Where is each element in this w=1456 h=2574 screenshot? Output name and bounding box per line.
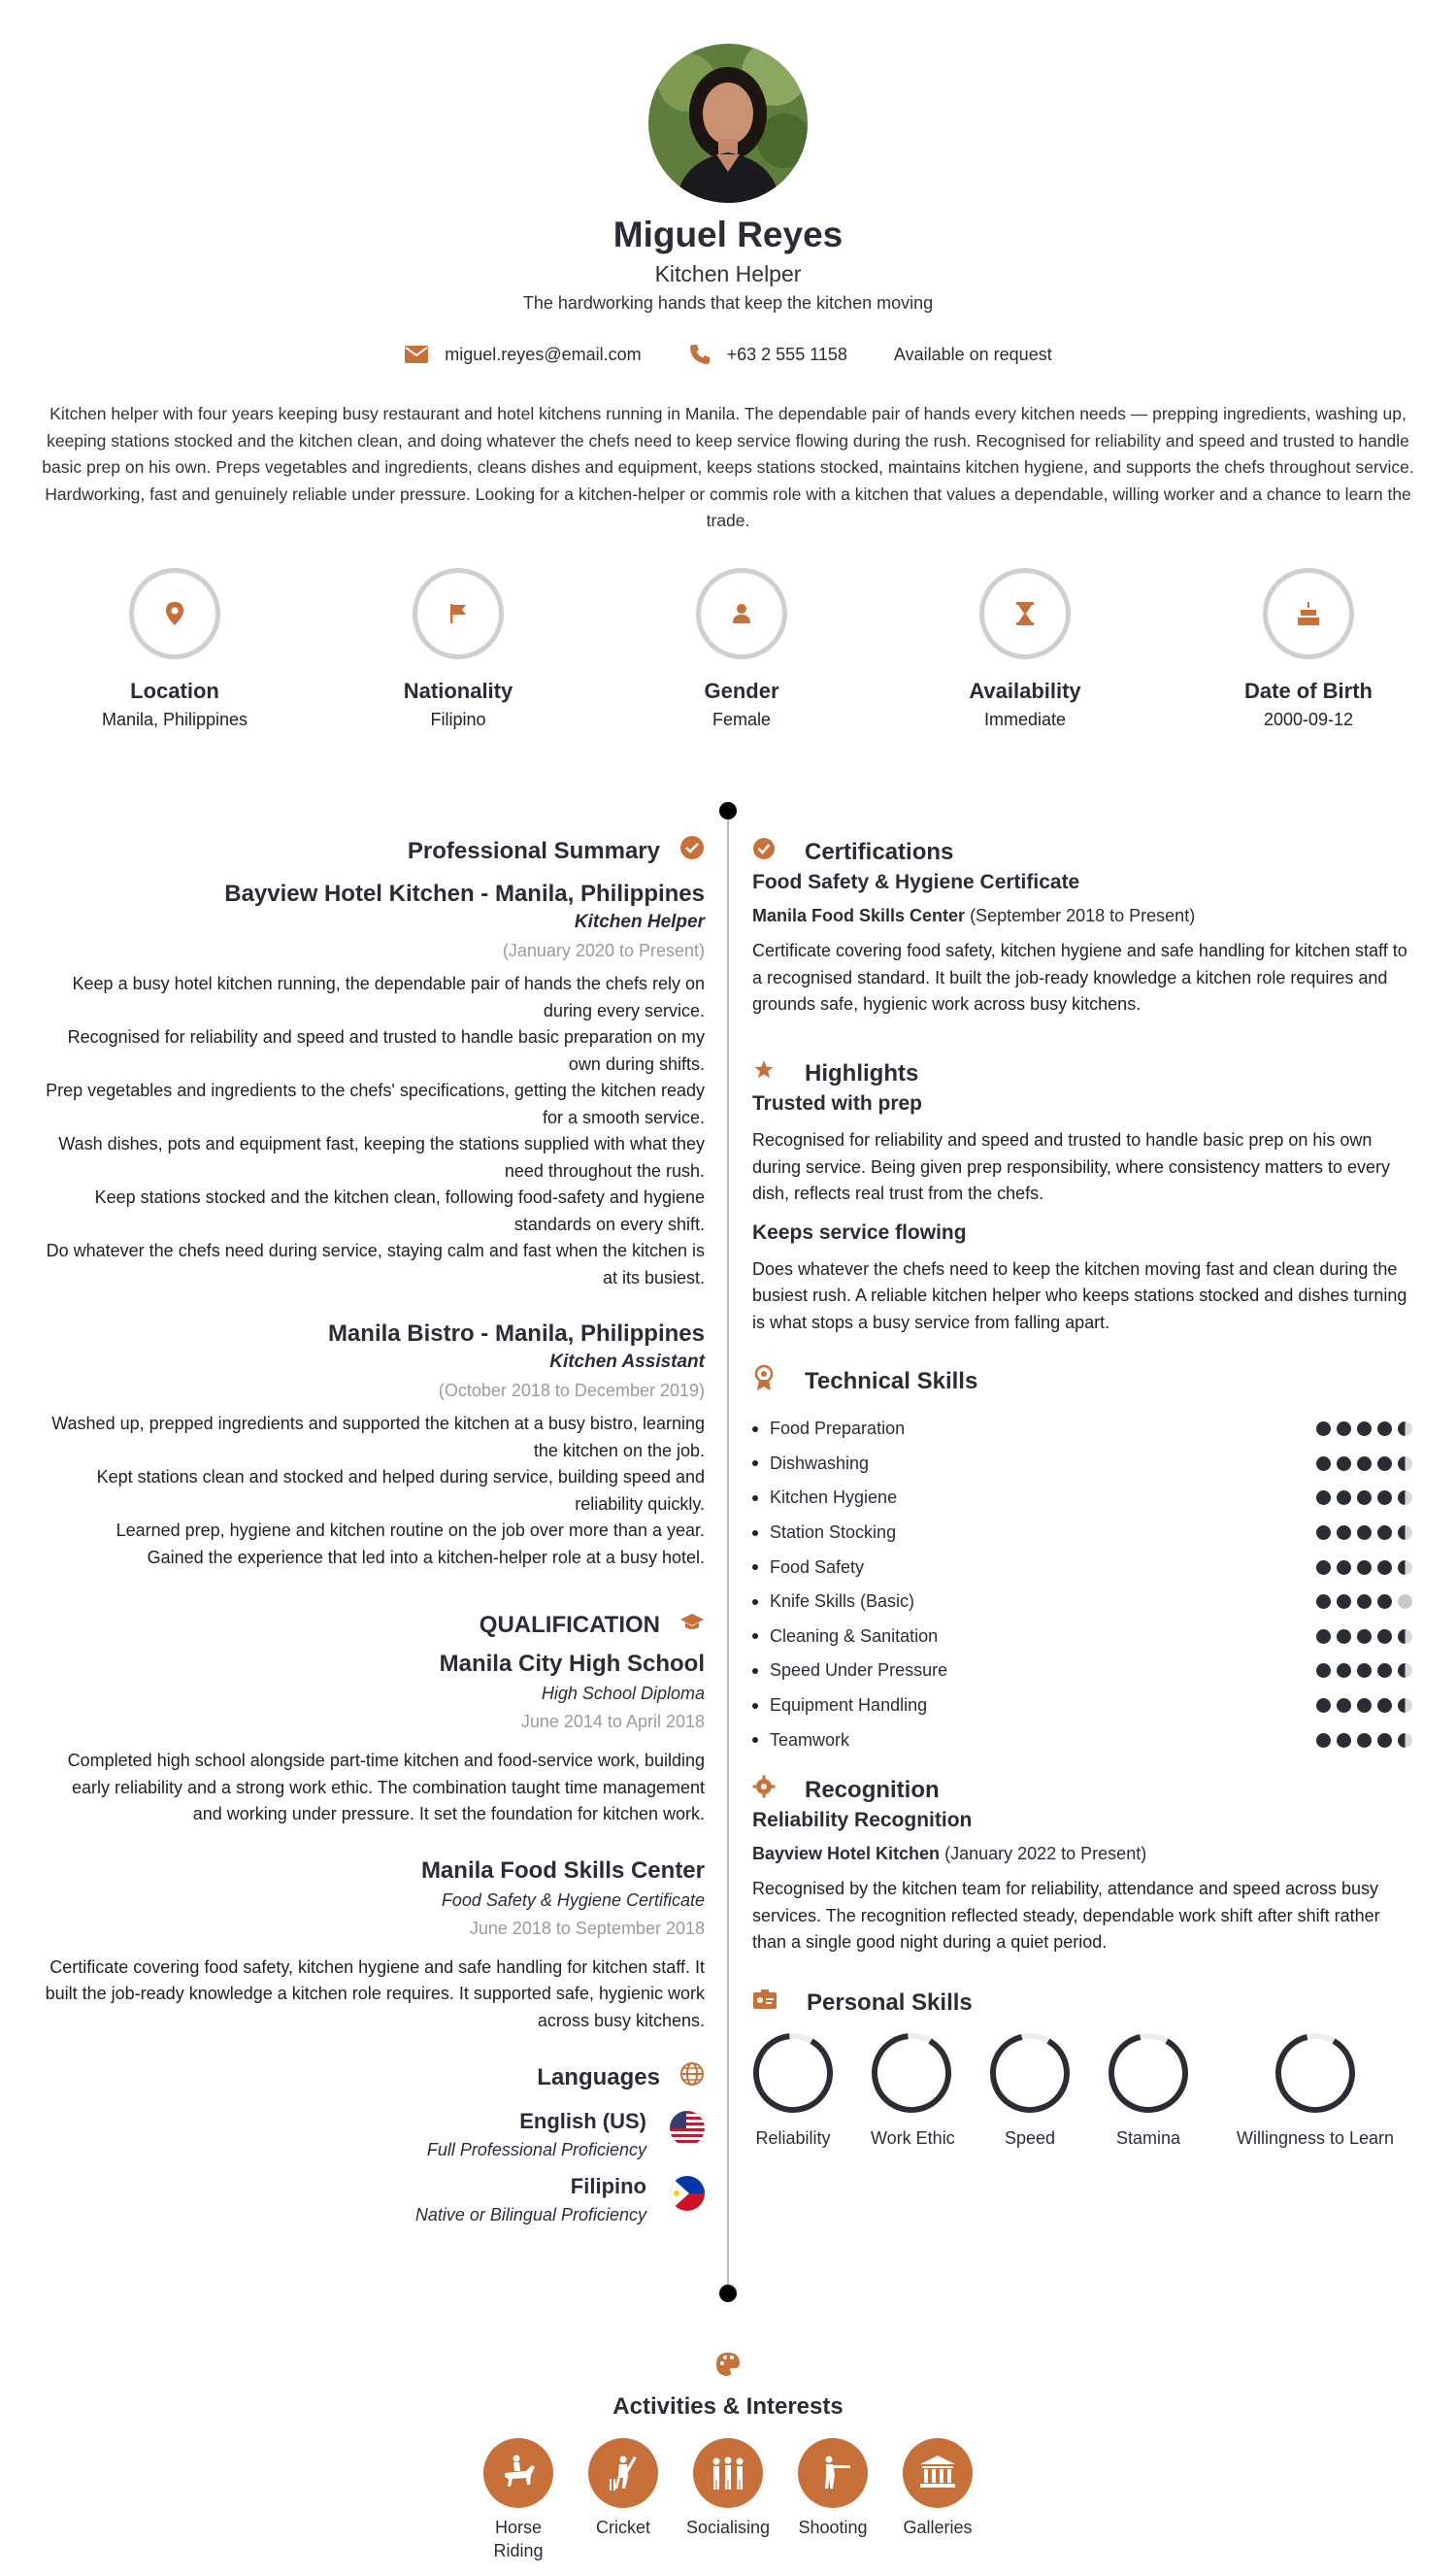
job-entry	[39, 881, 705, 1291]
activity-name: Socialising	[685, 2518, 771, 2537]
language-level: Native or Bilingual Proficiency	[414, 2205, 646, 2224]
hourglass-icon	[979, 568, 1071, 659]
skill-ring	[989, 2032, 1071, 2114]
recognition-dates: (January 2022 to Present)	[944, 1844, 1147, 1863]
rating-dot	[1398, 1525, 1412, 1540]
job-duty: Recognised for reliability and speed and trusted to handle basic preparation on my own during shifts.	[67, 1027, 705, 1074]
rating-dot	[1377, 1456, 1392, 1471]
skill-row	[752, 1654, 1412, 1688]
languages-section	[39, 2061, 705, 2225]
fact-label: Gender	[704, 679, 779, 703]
certifications-section	[752, 837, 1412, 1019]
rating-dot	[1377, 1560, 1392, 1575]
candidate-title: Kitchen Helper	[654, 261, 802, 286]
rating-dot	[1337, 1456, 1351, 1471]
certificate-dates: (September 2018 to Present)	[970, 906, 1196, 925]
language-name: Filipino	[570, 2174, 646, 2198]
highlight-desc: Recognised for reliability and speed and trusted to handle basic prep on his own during service. Being given prep responsibility, where consistency matters to every dish, reflects real trust from the chefs.	[752, 1130, 1390, 1203]
certificate-issuer: Manila Food Skills Center	[752, 906, 966, 925]
skill-rating	[1316, 1594, 1412, 1609]
personal-skills-list	[752, 2032, 1412, 2158]
language-entry	[39, 2174, 705, 2225]
technical-skills-section	[752, 1364, 1412, 1757]
language-name: English (US)	[519, 2109, 646, 2133]
experience-heading	[39, 835, 705, 867]
language-entry	[39, 2109, 705, 2160]
skill-row	[752, 1516, 1412, 1551]
email-text: miguel.reyes@email.com	[445, 344, 642, 364]
highlights-section	[752, 1058, 1412, 1336]
rating-dot	[1316, 1525, 1331, 1540]
skill-rating	[1316, 1525, 1412, 1540]
section-title: QUALIFICATION	[479, 1612, 660, 1638]
horse-riding-icon	[483, 2438, 553, 2508]
recognition-section	[752, 1775, 1412, 1956]
job-dates: (October 2018 to December 2019)	[438, 1381, 705, 1400]
recognition-org: Bayview Hotel Kitchen	[752, 1844, 941, 1863]
fact-location	[49, 568, 301, 730]
rating-dot	[1398, 1490, 1412, 1505]
activity-item	[889, 2438, 986, 2539]
fact-label: Date of Birth	[1244, 679, 1373, 703]
school-name: Manila City High School	[439, 1651, 705, 1677]
rating-dot	[1377, 1525, 1392, 1540]
job-employer: Bayview Hotel Kitchen - Manila, Philippines	[224, 881, 705, 907]
job-duty: Learned prep, hygiene and kitchen routine on the job over more than a year.	[116, 1521, 705, 1540]
languages-heading	[39, 2061, 705, 2093]
qualification-desc: Certificate covering food safety, kitchen hygiene and safe handling for kitchen staff. It built the job-ready knowledge a kitchen role requires. It supported safe, hygienic work across busy kitchens.	[45, 1956, 705, 2030]
skill-rating	[1316, 1421, 1412, 1436]
candidate-tagline: The hardworking hands that keep the kitchen moving	[522, 293, 934, 313]
about-summary: Kitchen helper with four years keeping busy restaurant and hotel kitchens running in Manila. The dependable pair of hands every kitchen needs — prepping ingredients, washing up, keeping stations stocked and the kitchen clean, and doing whatever the chefs need to keep service flowing during the rush. Recognised for reliability and speed and trusted to handle basic prep on his own. Preps vegetables and ingredients, cleans dishes and equipment, keeps stations stocked, maintains kitchen hygiene, and supports the chefs throughout service. Hardworking, fast and genuinely reliable under pressure. Looking for a kitchen-helper or commis role with a kitchen that values a dependable, willing worker and a chance to learn the trade.	[42, 404, 1414, 530]
activity-item	[575, 2438, 672, 2539]
rating-dot	[1357, 1525, 1372, 1540]
us-flag-icon	[670, 2111, 705, 2146]
personal-skill	[989, 2032, 1071, 2149]
personal-skill	[1108, 2032, 1189, 2149]
ph-flag-icon	[670, 2176, 705, 2211]
activities-list	[0, 2438, 1456, 2574]
skill-row	[752, 1688, 1412, 1723]
contact-email[interactable]	[404, 345, 641, 365]
job-duty: Kept stations clean and stocked and helped during service, building speed and reliability quickly.	[96, 1467, 705, 1514]
qualification-desc: Completed high school alongside part-time kitchen and food-service work, building early reliability and a strong work ethic. The combination taught time management and working under pressure. It set the foundation for kitchen work.	[67, 1751, 705, 1823]
job-duties	[39, 971, 705, 1291]
section-title: Certifications	[805, 838, 954, 865]
personal-skills-section	[752, 1989, 1412, 2158]
skill-row	[752, 1550, 1412, 1585]
timeline-end-dot	[719, 2285, 737, 2302]
rating-dot	[1337, 1733, 1351, 1748]
shooting-icon	[798, 2438, 868, 2508]
activity-item	[679, 2438, 777, 2539]
skill-name: Station Stocking	[752, 1522, 896, 1543]
job-duty: Prep vegetables and ingredients to the chefs' specifications, getting the kitchen ready for a smooth service.	[46, 1081, 705, 1127]
job-duty: Gained the experience that led into a kitchen-helper role at a busy hotel.	[147, 1547, 705, 1567]
rating-dot	[1357, 1560, 1372, 1575]
rating-dot	[1377, 1733, 1392, 1748]
rating-dot	[1337, 1525, 1351, 1540]
rating-dot	[1337, 1698, 1351, 1713]
skill-rating	[1316, 1560, 1412, 1575]
qualification-section	[39, 1612, 705, 2034]
timeline-line	[727, 811, 729, 2293]
skill-name: Cleaning & Sanitation	[752, 1626, 938, 1647]
highlight-title: Keeps service flowing	[752, 1220, 967, 1244]
personal-skill-name: Work Ethic	[871, 2128, 955, 2148]
fact-label: Location	[130, 679, 219, 703]
personal-skill	[871, 2032, 955, 2149]
rating-dot	[1398, 1629, 1412, 1644]
person-icon	[696, 568, 787, 659]
certifications-heading	[752, 837, 1412, 867]
rating-dot	[1316, 1663, 1331, 1678]
skill-row	[752, 1447, 1412, 1482]
highlight-desc: Does whatever the chefs need to keep the kitchen moving fast and clean during the busiest rush. A reliable kitchen helper who keeps stations stocked and dishes turning is what stops a busy service from falling apart.	[752, 1258, 1407, 1332]
skill-name: Dishwashing	[752, 1454, 869, 1474]
rating-dot	[1398, 1421, 1412, 1436]
personal-skills-heading	[752, 1989, 1412, 2017]
fact-value: Filipino	[430, 710, 486, 729]
verified-badge-icon	[679, 835, 705, 867]
job-duties	[39, 1411, 705, 1571]
rating-dot	[1357, 1629, 1372, 1644]
activities-section	[0, 2352, 1456, 2574]
rating-dot	[1357, 1594, 1372, 1609]
highlights-heading	[752, 1058, 1412, 1088]
skill-row	[752, 1620, 1412, 1655]
rating-dot	[1377, 1421, 1392, 1436]
rating-dot	[1357, 1421, 1372, 1436]
qualification-dates: June 2018 to September 2018	[469, 1918, 705, 1938]
activity-item	[470, 2438, 567, 2562]
rating-dot	[1377, 1594, 1392, 1609]
personal-skill-name: Stamina	[1115, 2128, 1181, 2148]
flag-icon	[413, 568, 504, 659]
skill-row	[752, 1722, 1412, 1757]
activity-name: Horse Riding	[493, 2518, 544, 2560]
id-card-icon	[752, 1989, 778, 2017]
email-icon	[404, 345, 429, 364]
ring-fill	[989, 2032, 1071, 2114]
people-icon	[693, 2438, 763, 2508]
section-title: Technical Skills	[805, 1367, 978, 1394]
degree-name: Food Safety & Hygiene Certificate	[441, 1889, 705, 1910]
museum-icon	[903, 2438, 973, 2508]
rating-dot	[1316, 1456, 1331, 1471]
rating-dot	[1316, 1698, 1331, 1713]
skill-rating	[1316, 1490, 1412, 1505]
recognition-meta	[752, 1844, 1412, 1864]
fact-date-of-birth	[1182, 568, 1435, 730]
skill-name: Equipment Handling	[752, 1695, 927, 1716]
rating-dot	[1357, 1698, 1372, 1713]
resume-header	[0, 0, 1456, 535]
job-duty: Wash dishes, pots and equipment fast, keeping the stations supplied with what they need throughout the rush.	[58, 1134, 705, 1181]
personal-skill	[1233, 2032, 1398, 2149]
ring-fill	[1274, 2032, 1356, 2114]
rating-dot	[1357, 1456, 1372, 1471]
rating-dot	[1377, 1698, 1392, 1713]
personal-skill-name: Speed	[1004, 2128, 1056, 2148]
cake-icon	[1263, 568, 1354, 659]
rating-dot	[1316, 1421, 1331, 1436]
technical-skills-list	[752, 1412, 1412, 1757]
rating-dot	[1316, 1629, 1331, 1644]
section-title: Recognition	[805, 1776, 940, 1803]
rating-dot	[1316, 1733, 1331, 1748]
ring-fill	[1108, 2032, 1189, 2114]
ring-fill	[871, 2032, 952, 2114]
contact-bar	[0, 343, 1456, 366]
graduation-cap-icon	[679, 1612, 705, 1639]
rating-dot	[1398, 1594, 1412, 1609]
rating-dot	[1377, 1490, 1392, 1505]
skill-name: Food Safety	[752, 1557, 864, 1578]
rating-dot	[1337, 1663, 1351, 1678]
rating-dot	[1337, 1629, 1351, 1644]
profile-photo	[648, 44, 808, 203]
rating-dot	[1357, 1490, 1372, 1505]
recognition-title: Reliability Recognition	[752, 1809, 973, 1831]
rating-dot	[1398, 1698, 1412, 1713]
skill-rating	[1316, 1663, 1412, 1678]
fact-value: 2000-09-12	[1263, 710, 1354, 729]
activity-name: Shooting	[798, 2518, 868, 2537]
job-duty: Do whatever the chefs need during service, staying calm and fast when the kitchen is at its busiest.	[46, 1241, 705, 1287]
rating-dot	[1337, 1560, 1351, 1575]
certificate-badge-icon	[752, 837, 776, 867]
qualification-entry	[39, 1651, 705, 1828]
skill-rating	[1316, 1456, 1412, 1471]
skill-rating	[1316, 1698, 1412, 1713]
fact-value: Female	[711, 710, 772, 729]
fact-value: Manila, Philippines	[101, 710, 248, 729]
skill-row	[752, 1481, 1412, 1516]
job-entry	[39, 1320, 705, 1571]
phone-text: +63 2 555 1158	[726, 344, 847, 364]
job-role: Kitchen Assistant	[549, 1352, 705, 1372]
rating-dot	[1398, 1663, 1412, 1678]
rating-dot	[1337, 1421, 1351, 1436]
section-title: Professional Summary	[407, 837, 660, 864]
globe-icon	[679, 2061, 705, 2093]
job-duty: Washed up, prepped ingredients and supported the kitchen at a busy bistro, learning the kitchen on the job.	[51, 1414, 705, 1460]
qualification-dates: June 2014 to April 2018	[520, 1712, 705, 1731]
section-title: Languages	[537, 2063, 660, 2090]
skill-ring	[1274, 2032, 1356, 2114]
qualification-heading	[39, 1612, 705, 1639]
rating-dot	[1316, 1560, 1331, 1575]
section-title: Activities & Interests	[612, 2393, 844, 2420]
rating-dot	[1316, 1490, 1331, 1505]
fact-availability	[899, 568, 1151, 730]
personal-skill-name: Willingness to Learn	[1236, 2128, 1395, 2148]
fact-label: Nationality	[403, 679, 513, 703]
fact-value: Immediate	[983, 710, 1067, 729]
activity-name: Cricket	[595, 2518, 650, 2537]
rating-dot	[1377, 1629, 1392, 1644]
experience-section	[39, 835, 705, 1571]
activity-name: Galleries	[903, 2518, 973, 2537]
section-title: Personal Skills	[807, 1989, 973, 2016]
recognition-desc: Recognised by the kitchen team for reliability, attendance and speed across busy services. The recognition reflected steady, dependable work shift after shift rather than a single good night during a quiet period.	[752, 1879, 1380, 1952]
rating-dot	[1398, 1560, 1412, 1575]
phone-icon	[688, 343, 711, 366]
gear-badge-icon	[752, 1775, 776, 1805]
job-role: Kitchen Helper	[574, 912, 705, 932]
rating-dot	[1398, 1733, 1412, 1748]
timeline-start-dot	[719, 802, 737, 819]
skill-rating	[1316, 1629, 1412, 1644]
qualification-entry	[39, 1857, 705, 2035]
skill-name: Food Preparation	[752, 1419, 905, 1439]
skill-name: Knife Skills (Basic)	[752, 1591, 914, 1612]
degree-name: High School Diploma	[541, 1684, 705, 1703]
skill-row	[752, 1585, 1412, 1620]
ring-fill	[752, 2032, 834, 2114]
personal-skill	[752, 2032, 834, 2149]
cricket-icon	[588, 2438, 658, 2508]
contact-phone[interactable]	[688, 343, 847, 366]
language-level: Full Professional Proficiency	[426, 2140, 646, 2159]
skill-name: Kitchen Hygiene	[752, 1488, 897, 1508]
skill-name: Speed Under Pressure	[752, 1660, 947, 1681]
activity-item	[784, 2438, 881, 2539]
job-duty: Keep a busy hotel kitchen running, the dependable pair of hands the chefs rely on during every service.	[72, 974, 705, 1020]
award-ribbon-icon	[752, 1364, 776, 1398]
fact-gender	[615, 568, 868, 730]
skill-row	[752, 1412, 1412, 1447]
palette-icon	[0, 2352, 1456, 2382]
skill-rating	[1316, 1733, 1412, 1748]
rating-dot	[1337, 1594, 1351, 1609]
school-name: Manila Food Skills Center	[420, 1856, 705, 1884]
job-dates: (January 2020 to Present)	[502, 941, 705, 960]
fact-nationality	[332, 568, 584, 730]
rating-dot	[1377, 1663, 1392, 1678]
skill-name: Teamwork	[752, 1730, 849, 1751]
location-pin-icon	[129, 568, 220, 659]
star-badge-icon	[752, 1058, 776, 1088]
rating-dot	[1316, 1594, 1331, 1609]
technical-skills-heading	[752, 1364, 1412, 1398]
recognition-heading	[752, 1775, 1412, 1805]
skill-ring	[752, 2032, 834, 2114]
contact-availability	[894, 345, 1052, 365]
rating-dot	[1357, 1733, 1372, 1748]
highlight-title: Trusted with prep	[752, 1092, 923, 1115]
certificate-desc: Certificate covering food safety, kitchen hygiene and safe handling for kitchen staff to a recognised standard. It built the job-ready knowledge a kitchen role requires and grounds safe, hygienic work across busy kitchens.	[752, 941, 1407, 1014]
certificate-meta	[752, 906, 1412, 926]
personal-skill-name: Reliability	[755, 2128, 831, 2148]
certificate-title: Food Safety & Hygiene Certificate	[752, 871, 1080, 893]
availability-text: Available on request	[893, 344, 1052, 364]
rating-dot	[1357, 1663, 1372, 1678]
section-title: Highlights	[805, 1059, 919, 1086]
skill-ring	[1108, 2032, 1189, 2114]
job-duty: Keep stations stocked and the kitchen clean, following food-safety and hygiene standards on every shift.	[94, 1187, 705, 1234]
rating-dot	[1337, 1490, 1351, 1505]
candidate-name: Miguel Reyes	[612, 215, 844, 254]
job-employer: Manila Bistro - Manila, Philippines	[327, 1320, 705, 1347]
skill-ring	[871, 2032, 952, 2114]
fact-label: Availability	[969, 679, 1081, 703]
rating-dot	[1398, 1456, 1412, 1471]
